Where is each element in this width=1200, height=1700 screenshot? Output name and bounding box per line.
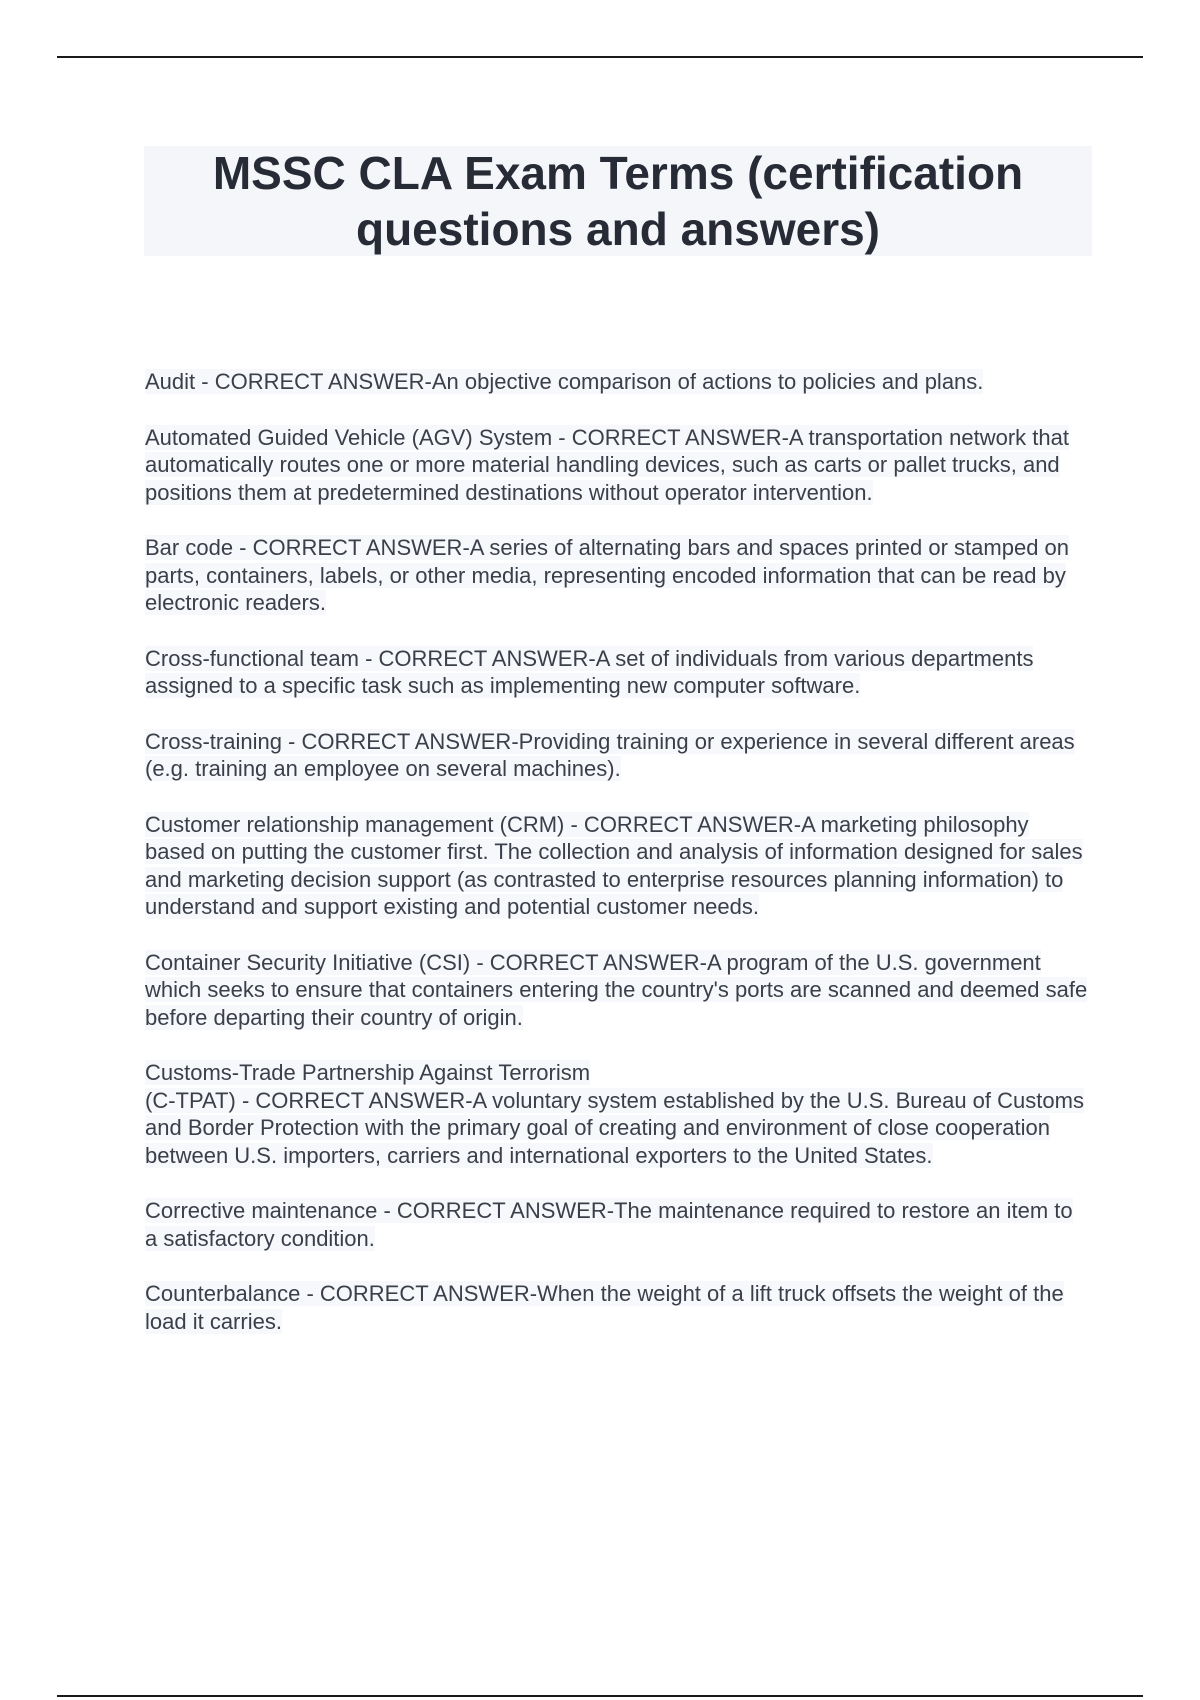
- term-text: Bar code - CORRECT ANSWER-A series of alternating bars and spaces printed or stamped on parts, containers, labels, or other media, representing encoded information that can be read by electronic readers.: [145, 535, 1070, 615]
- term-text: Automated Guided Vehicle (AGV) System - CORRECT ANSWER-A transportation network that automatically routes one or more material handling devices, such as carts or pallet trucks, and positions them at predetermined destinations without operator intervention.: [145, 424, 1069, 505]
- top-divider: [57, 56, 1143, 58]
- term-entry: [145, 534, 1090, 617]
- term-text: Cross-functional team - CORRECT ANSWER-A set of individuals from various departments assigned to a specific task such as implementing new computer software.: [145, 645, 1034, 698]
- term-text: Corrective maintenance - CORRECT ANSWER-The maintenance required to restore an item to a satisfactory condition.: [145, 1198, 1073, 1251]
- term-text: Audit - CORRECT ANSWER-An objective comparison of actions to policies and plans.: [145, 369, 984, 394]
- term-text: Container Security Initiative (CSI) - CORRECT ANSWER-A program of the U.S. government which seeks to ensure that containers entering the country's ports are scanned and deemed safe before departing their country of origin.: [145, 949, 1088, 1030]
- term-entry: [145, 949, 1090, 1032]
- term-entry: [145, 1280, 1090, 1335]
- term-entry: [145, 1197, 1090, 1252]
- term-entry: [145, 728, 1090, 783]
- term-entry: [145, 368, 1090, 396]
- term-text: Cross-training - CORRECT ANSWER-Providing training or experience in several different areas (e.g. training an employee on several machines).: [145, 728, 1075, 781]
- title-banner: [144, 146, 1092, 256]
- term-text: Customs-Trade Partnership Against Terrorism (C-TPAT) - CORRECT ANSWER-A voluntary system established by the U.S. Bureau of Customs and Border Protection with the primary goal of creating and environment of close cooperation between U.S. importers, carriers and international exporters to the United States.: [145, 1060, 1084, 1168]
- term-entry: [145, 811, 1090, 921]
- term-list: [145, 368, 1090, 1363]
- bottom-divider: [57, 1695, 1143, 1697]
- term-text: Counterbalance - CORRECT ANSWER-When the weight of a lift truck offsets the weight of the load it carries.: [145, 1281, 1064, 1334]
- term-entry: [145, 424, 1090, 507]
- term-entry: [145, 1059, 1090, 1169]
- term-entry: [145, 645, 1090, 700]
- page-title: MSSC CLA Exam Terms (certification questions and answers): [212, 147, 1024, 255]
- term-text: Customer relationship management (CRM) - CORRECT ANSWER-A marketing philosophy based on putting the customer first. The collection and analysis of information designed for sales and marketing decision support (as contrasted to enterprise resources planning information) to understand and support existing and potential customer needs.: [145, 811, 1083, 919]
